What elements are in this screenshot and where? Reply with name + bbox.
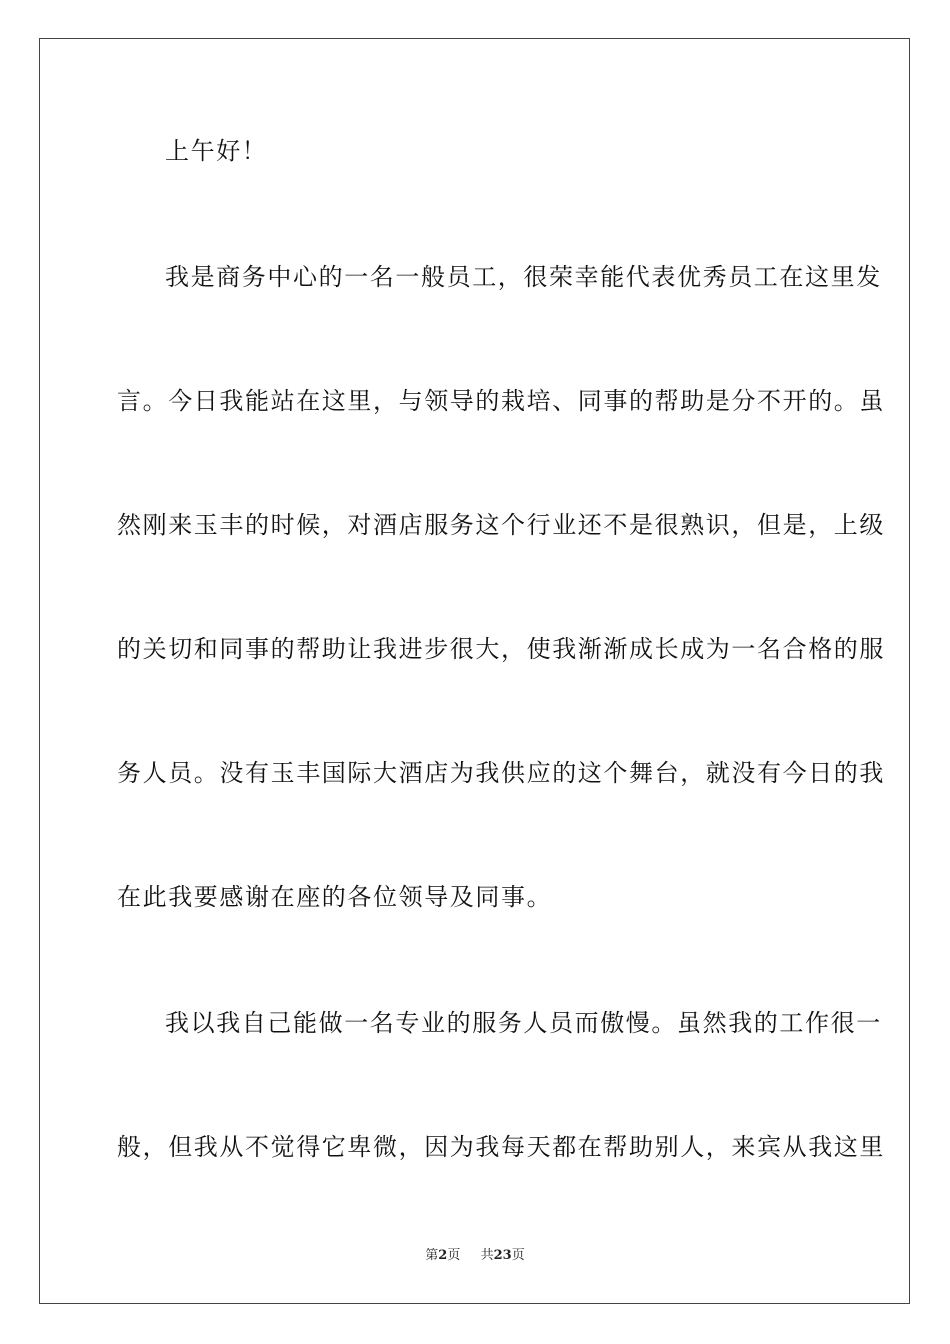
greeting-line: 上午好！ (165, 137, 268, 165)
paragraph-line: 言。今日我能站在这里，与领导的栽培、同事的帮助是分不开的。虽 (117, 387, 885, 415)
total-prefix: 共 (480, 1248, 494, 1263)
page-number: 2 (438, 1248, 448, 1263)
page-footer (0, 1248, 950, 1264)
page-suffix: 页 (447, 1248, 461, 1263)
paragraph-line: 我以我自己能做一名专业的服务人员而傲慢。虽然我的工作很一 (165, 1009, 882, 1037)
paragraph-line: 般，但我从不觉得它卑微，因为我每天都在帮助别人，来宾从我这里 (117, 1133, 885, 1161)
paragraph-line: 务人员。没有玉丰国际大酒店为我供应的这个舞台，就没有今日的我 (117, 759, 885, 787)
paragraph-line: 我是商务中心的一名一般员工，很荣幸能代表优秀员工在这里发 (165, 263, 882, 291)
paragraph-line: 的关切和同事的帮助让我进步很大，使我渐渐成长成为一名合格的服 (117, 635, 885, 663)
total-suffix: 页 (511, 1248, 525, 1263)
page-prefix: 第 (425, 1248, 439, 1263)
paragraph-line: 在此我要感谢在座的各位领导及同事。 (117, 883, 553, 911)
page-frame (39, 38, 910, 1304)
paragraph-line: 然刚来玉丰的时候，对酒店服务这个行业还不是很熟识，但是，上级 (117, 511, 885, 539)
total-pages: 23 (493, 1248, 512, 1263)
